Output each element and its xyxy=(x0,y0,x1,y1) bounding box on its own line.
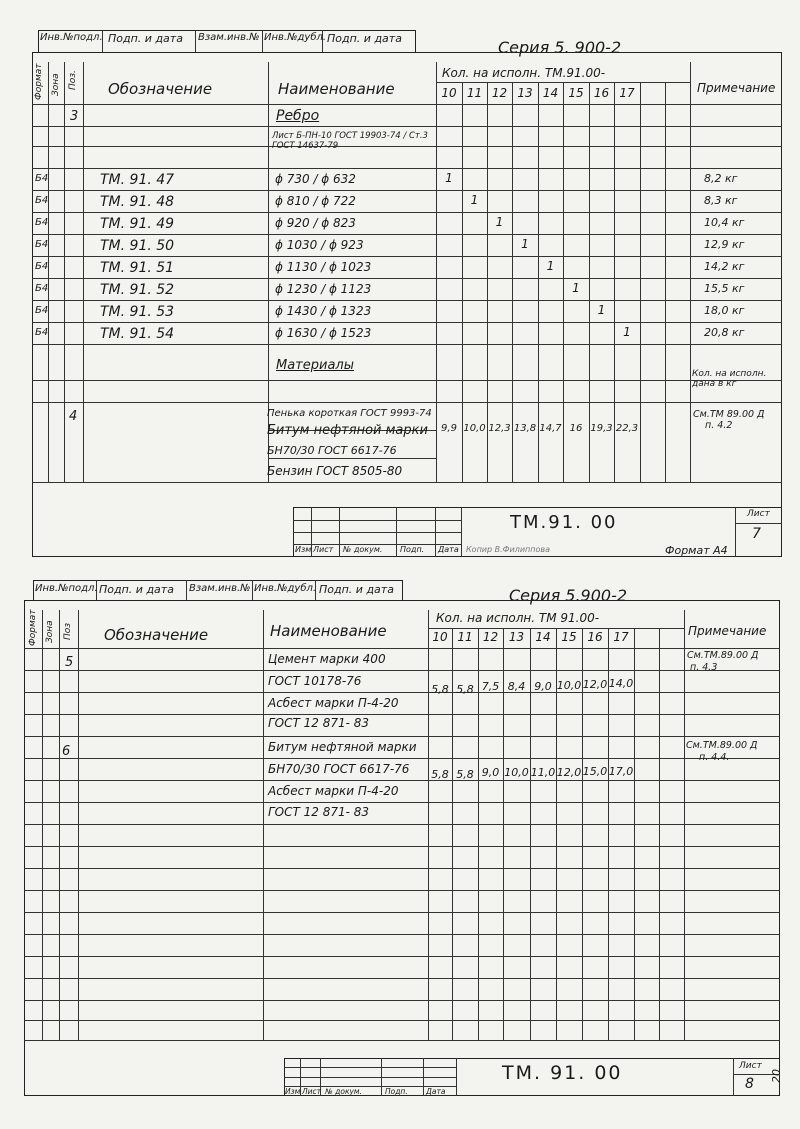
variant-14: 14 xyxy=(542,86,559,100)
material-line: ГОСТ 12 871- 83 xyxy=(268,805,370,819)
series-label: Серия 5. 900-2 xyxy=(498,38,622,57)
material-qty: 16 xyxy=(569,423,583,434)
material-qty: 12,3 xyxy=(488,423,511,434)
row-name: ϕ 1230 / ϕ 1123 xyxy=(275,282,372,296)
stamp-date: Дата xyxy=(426,1087,446,1096)
materials-note: Кол. на исполн. дана в кг xyxy=(692,369,767,389)
variant-14: 14 xyxy=(535,630,551,644)
sign-date-label: Подп. и дата xyxy=(327,32,402,45)
variant-13: 13 xyxy=(517,86,533,100)
col-zone: Зона xyxy=(45,620,55,643)
material-line: БН70/30 ГОСТ 6617-76 xyxy=(267,444,397,457)
edge-page-number: 20 xyxy=(770,1069,783,1083)
col-position: Поз xyxy=(63,622,73,640)
inv-duplicate-label: Инв.№дубл. xyxy=(264,32,327,43)
material-qty: 13,8 xyxy=(513,423,537,434)
position-number: 4 xyxy=(69,409,78,424)
row-designation: ТМ. 91. 54 xyxy=(100,326,175,342)
position-number: 5 xyxy=(65,655,74,670)
row-format: Б4 xyxy=(35,173,49,184)
sign-date-label: Подп. и дата xyxy=(108,32,183,45)
row-weight: 15,5 кг xyxy=(704,282,745,295)
material-qty: 14,7 xyxy=(539,423,562,434)
material-note: См.ТМ 89.00 Д xyxy=(693,409,765,420)
col-position: Поз. xyxy=(68,70,78,90)
variant-12: 12 xyxy=(482,630,499,644)
material-line: Пенька короткая ГОСТ 9993-74 xyxy=(267,408,432,419)
sheet-label: Лист xyxy=(747,509,770,519)
material-line: Асбест марки П-4-20 xyxy=(268,696,399,710)
variant-10: 10 xyxy=(432,630,448,644)
row-weight: 8,2 кг xyxy=(704,172,738,185)
variant-15: 15 xyxy=(568,86,584,100)
material-note: п. 4.4. xyxy=(699,752,730,763)
stamp-doc-no: № докум. xyxy=(325,1087,362,1096)
material-qty: 7,5 xyxy=(481,680,500,693)
row-designation: ТМ. 91. 50 xyxy=(100,238,175,254)
material-line: Асбест марки П-4-20 xyxy=(268,784,399,798)
row-name: ϕ 1030 / ϕ 923 xyxy=(275,238,364,252)
sheet-material-spec: Лист Б-ПН-10 ГОСТ 19903-74 / Ст.3 ГОСТ 14637-79 xyxy=(272,131,428,151)
row-format: Б4 xyxy=(35,305,49,316)
col-format: Формат xyxy=(28,609,38,646)
row-name: ϕ 810 / ϕ 722 xyxy=(275,194,356,208)
position-number: 6 xyxy=(62,744,71,759)
variant-13: 13 xyxy=(508,630,525,644)
material-note: п. 4.3 xyxy=(690,662,718,673)
col-zone: Зона xyxy=(51,73,61,96)
row-qty: 1 xyxy=(495,215,504,229)
item-name: Ребро xyxy=(276,108,320,124)
material-qty: 17,0 xyxy=(608,765,634,778)
material-qty: 9,9 xyxy=(441,423,457,434)
stamp-doc-no: № докум. xyxy=(343,545,383,554)
material-note: См.ТМ.89.00 Д xyxy=(687,650,759,661)
material-line: Битум нефтяной марки xyxy=(268,740,417,754)
variant-12: 12 xyxy=(491,86,508,100)
stamp-list: Лист xyxy=(313,545,334,554)
material-qty: 5,8 xyxy=(456,768,474,781)
row-designation: ТМ. 91. 49 xyxy=(100,216,175,232)
material-qty: 10,0 xyxy=(504,766,529,779)
position-number: 3 xyxy=(70,109,79,124)
stamp-list: Лист xyxy=(302,1087,322,1096)
replace-inv-label: Взам.инв.№ xyxy=(189,583,251,594)
col-qty-group: Кол. на исполн. ТМ 91.00- xyxy=(436,611,600,625)
row-qty: 1 xyxy=(521,237,529,251)
row-qty: 1 xyxy=(572,281,580,295)
row-qty: 1 xyxy=(597,303,606,317)
material-note: п. 4.2 xyxy=(705,420,733,431)
row-format: Б4 xyxy=(35,195,49,206)
row-designation: ТМ. 91. 53 xyxy=(100,304,175,320)
inv-original-label: Инв.№подл. xyxy=(40,32,103,43)
row-qty: 1 xyxy=(470,193,479,207)
inv-original-label: Инв.№подл. xyxy=(35,583,98,594)
row-designation: ТМ. 91. 51 xyxy=(100,260,175,276)
material-qty: 12,0 xyxy=(582,678,608,691)
material-qty: 15,0 xyxy=(582,765,608,778)
sign-date-label: Подп. и дата xyxy=(99,583,174,596)
material-line: БН70/30 ГОСТ 6617-76 xyxy=(268,762,410,776)
variant-16: 16 xyxy=(593,86,610,100)
material-qty: 22,3 xyxy=(615,423,639,434)
series-label: Серия 5.900-2 xyxy=(509,586,628,605)
material-line: Бензин ГОСТ 8505-80 xyxy=(267,464,403,478)
stamp-sign: Подп. xyxy=(400,545,425,554)
variant-10: 10 xyxy=(441,86,457,100)
format-label: Формат А4 xyxy=(665,544,728,557)
col-note: Примечание xyxy=(697,81,776,95)
document-code: ТМ.91. 00 xyxy=(510,512,618,533)
row-weight: 14,2 кг xyxy=(704,260,745,273)
stamp-date: Дата xyxy=(438,545,459,554)
row-name: ϕ 920 / ϕ 823 xyxy=(275,216,356,230)
materials-title: Материалы xyxy=(276,358,354,373)
row-name: ϕ 730 / ϕ 632 xyxy=(275,172,356,186)
row-format: Б4 xyxy=(35,327,49,338)
stamp-sign: Подп. xyxy=(385,1087,408,1096)
row-qty: 1 xyxy=(445,171,453,185)
variant-17: 17 xyxy=(613,630,629,644)
material-line: Цемент марки 400 xyxy=(268,652,386,666)
col-designation: Обозначение xyxy=(108,80,213,98)
sheet-frame xyxy=(24,600,780,1096)
variant-16: 16 xyxy=(587,630,603,644)
stamp-izm: Изм xyxy=(295,545,312,554)
row-weight: 10,4 кг xyxy=(704,216,745,229)
col-format: Формат xyxy=(34,63,44,100)
col-designation: Обозначение xyxy=(104,626,209,644)
stamp-izm: Изм xyxy=(285,1087,301,1096)
variant-17: 17 xyxy=(619,86,635,100)
material-qty: 10,0 xyxy=(463,423,486,434)
inv-duplicate-label: Инв.№дубл. xyxy=(254,583,317,594)
row-name: ϕ 1430 / ϕ 1323 xyxy=(275,304,372,318)
row-weight: 20,8 кг xyxy=(704,326,745,339)
material-note: См.ТМ.89.00 Д xyxy=(686,740,758,751)
document-code: ТМ. 91. 00 xyxy=(502,1062,623,1084)
variant-11: 11 xyxy=(457,630,473,644)
row-format: Б4 xyxy=(35,217,49,228)
row-weight: 8,3 кг xyxy=(704,194,738,207)
row-name: ϕ 1130 / ϕ 1023 xyxy=(275,260,372,274)
row-designation: ТМ. 91. 47 xyxy=(100,172,175,188)
row-format: Б4 xyxy=(35,239,49,250)
sign-date-label: Подп. и дата xyxy=(319,583,394,596)
material-qty: 5,8 xyxy=(431,768,449,781)
material-qty: 8,4 xyxy=(507,680,526,693)
material-qty: 5,8 xyxy=(431,683,449,696)
material-qty: 5,8 xyxy=(456,683,474,696)
row-weight: 18,0 кг xyxy=(704,304,745,317)
material-line: Битум нефтяной марки xyxy=(267,423,428,438)
copier-note: Копир В.Филиппова xyxy=(466,545,551,554)
material-qty: 12,0 xyxy=(556,766,582,779)
replace-inv-label: Взам.инв.№ xyxy=(198,32,260,43)
sheet-label: Лист xyxy=(739,1061,762,1071)
col-name: Наименование xyxy=(278,80,395,98)
row-qty: 1 xyxy=(546,259,555,273)
sheet-number: 7 xyxy=(752,526,761,542)
row-designation: ТМ. 91. 52 xyxy=(100,282,175,298)
row-format: Б4 xyxy=(35,283,49,294)
row-format: Б4 xyxy=(35,261,49,272)
material-qty: 10,0 xyxy=(556,679,582,692)
row-weight: 12,9 кг xyxy=(704,238,745,251)
material-qty: 9,0 xyxy=(534,680,552,693)
material-qty: 11,0 xyxy=(530,766,556,779)
row-name: ϕ 1630 / ϕ 1523 xyxy=(275,326,372,340)
material-qty: 9,0 xyxy=(481,766,500,779)
material-line: ГОСТ 12 871- 83 xyxy=(268,716,370,730)
material-qty: 14,0 xyxy=(608,677,634,690)
row-designation: ТМ. 91. 48 xyxy=(100,194,175,210)
variant-15: 15 xyxy=(561,630,577,644)
material-qty: 19,3 xyxy=(590,423,613,434)
row-qty: 1 xyxy=(623,325,631,339)
sheet-number: 8 xyxy=(745,1076,754,1092)
col-note: Примечание xyxy=(688,624,767,638)
col-qty-group: Кол. на исполн. ТМ.91.00- xyxy=(442,66,606,80)
col-name: Наименование xyxy=(270,622,387,640)
variant-11: 11 xyxy=(466,86,483,100)
material-line: ГОСТ 10178-76 xyxy=(268,674,362,688)
